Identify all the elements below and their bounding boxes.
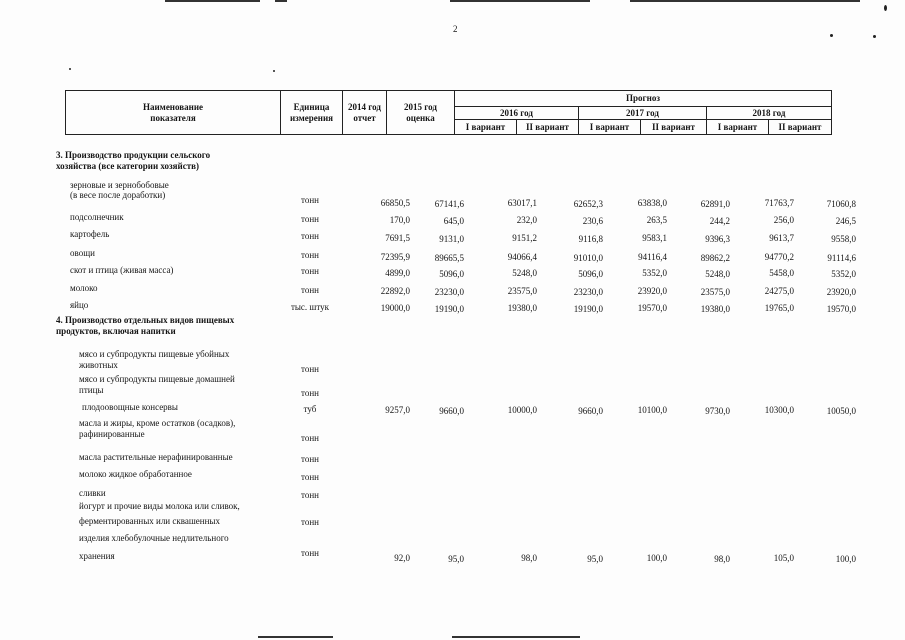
row-label: продуктов, включая напитки — [56, 326, 176, 336]
row-value: 71060,8 — [826, 199, 856, 209]
row-value: 5352,0 — [831, 269, 856, 279]
forecast-table-header — [65, 90, 832, 135]
row-value: 95,0 — [587, 554, 603, 564]
row-label: 4. Производство отдельных видов пищевых — [56, 315, 235, 325]
row-label: птицы — [79, 385, 104, 395]
row-label: йогурт и прочие виды молока или сливок, — [79, 501, 240, 511]
row-value: 9730,0 — [705, 406, 730, 416]
row-unit: тонн — [301, 250, 319, 260]
row-value: 263,5 — [646, 215, 667, 225]
row-value: 62891,0 — [700, 199, 730, 209]
row-label: картофель — [70, 229, 110, 239]
row-value: 91114,6 — [827, 253, 856, 263]
row-value: 19000,0 — [380, 303, 410, 313]
scan-edge-line-top-3 — [450, 0, 590, 2]
row-label: хозяйства (все категории хозяйств) — [56, 161, 199, 171]
row-value: 89862,2 — [700, 253, 730, 263]
row-label: сливки — [79, 488, 106, 498]
header-year-2016: 2016 год — [455, 107, 579, 120]
header-2015: 2015 год оценка — [387, 91, 455, 135]
row-label: ферментированных или сквашенных — [79, 516, 220, 526]
row-unit: тонн — [301, 388, 319, 398]
page-number: 2 — [453, 24, 458, 34]
row-value: 23575,0 — [507, 286, 537, 296]
row-value: 10050,0 — [826, 406, 856, 416]
row-value: 22892,0 — [380, 286, 410, 296]
row-value: 19190,0 — [573, 304, 603, 314]
row-value: 9583,1 — [642, 233, 667, 243]
row-value: 23920,0 — [637, 286, 667, 296]
row-value: 24275,0 — [764, 286, 794, 296]
header-variant-2: II вариант — [769, 120, 832, 135]
row-value: 23230,0 — [434, 287, 464, 297]
row-unit: тонн — [301, 231, 319, 241]
row-value: 105,0 — [773, 553, 794, 563]
row-unit: тонн — [301, 364, 319, 374]
row-value: 244,2 — [709, 216, 730, 226]
row-label: зерновые и зернобобовые — [70, 180, 169, 190]
scan-speck — [830, 34, 833, 37]
row-value: 256,0 — [773, 215, 794, 225]
row-value: 9660,0 — [578, 406, 603, 416]
row-label: масла растительные нерафинированные — [79, 452, 233, 462]
row-value: 5096,0 — [439, 269, 464, 279]
header-year-2017: 2017 год — [579, 107, 707, 120]
row-label: подсолнечник — [70, 212, 124, 222]
header-variant-1: I вариант — [707, 120, 769, 135]
row-value: 4899,0 — [385, 268, 410, 278]
row-value: 19380,0 — [700, 304, 730, 314]
scan-speck — [884, 5, 887, 11]
header-variant-2: II вариант — [641, 120, 707, 135]
row-unit: тонн — [301, 472, 319, 482]
row-unit: тонн — [301, 548, 319, 558]
row-value: 9396,3 — [705, 234, 730, 244]
row-value: 72395,9 — [380, 252, 410, 262]
row-unit: тыс. штук — [290, 302, 330, 312]
scan-speck — [273, 70, 275, 72]
row-unit: тонн — [301, 285, 319, 295]
header-variant-1: I вариант — [455, 120, 517, 135]
row-label: мясо и субпродукты пищевые домашней — [79, 374, 235, 384]
row-value: 19765,0 — [764, 303, 794, 313]
row-value: 19570,0 — [826, 304, 856, 314]
scan-speck — [69, 68, 71, 70]
row-value: 94116,4 — [638, 252, 667, 262]
row-value: 98,0 — [521, 553, 537, 563]
row-value: 9660,0 — [439, 406, 464, 416]
row-value: 170,0 — [389, 215, 410, 225]
row-unit: тонн — [301, 490, 319, 500]
header-year-2018: 2018 год — [707, 107, 832, 120]
row-value: 230,6 — [582, 216, 603, 226]
row-value: 9131,0 — [439, 234, 464, 244]
row-value: 246,5 — [835, 216, 856, 226]
row-unit: тонн — [301, 214, 319, 224]
row-value: 23230,0 — [573, 287, 603, 297]
row-unit: тонн — [301, 454, 319, 464]
row-value: 23920,0 — [826, 287, 856, 297]
scan-edge-line-top-2 — [275, 0, 287, 2]
header-unit: Единица измерения — [281, 91, 343, 135]
row-value: 94066,4 — [507, 252, 537, 262]
row-value: 23575,0 — [700, 287, 730, 297]
row-value: 5248,0 — [512, 268, 537, 278]
row-value: 19570,0 — [637, 303, 667, 313]
header-2014: 2014 год отчет — [343, 91, 387, 135]
row-value: 94770,2 — [764, 252, 794, 262]
row-value: 9558,0 — [831, 234, 856, 244]
header-variant-1: I вариант — [579, 120, 641, 135]
row-label: скот и птица (живая масса) — [70, 265, 174, 275]
row-value: 67141,6 — [434, 199, 464, 209]
row-label: яйцо — [70, 300, 89, 310]
row-value: 62652,3 — [573, 199, 603, 209]
row-value: 66850,5 — [380, 198, 410, 208]
row-unit: тонн — [301, 195, 319, 205]
row-value: 645,0 — [443, 216, 464, 226]
row-unit: тонн — [301, 517, 319, 527]
row-label: мясо и субпродукты пищевые убойных — [79, 349, 230, 359]
header-name: Наименование показателя — [66, 91, 281, 135]
header-variant-2: II вариант — [517, 120, 579, 135]
row-value: 19380,0 — [507, 303, 537, 313]
row-value: 9116,8 — [578, 234, 603, 244]
row-value: 89665,5 — [434, 253, 464, 263]
row-value: 63838,0 — [637, 198, 667, 208]
row-value: 19190,0 — [434, 304, 464, 314]
scan-edge-line-top-4 — [630, 0, 860, 2]
row-label: масла и жиры, кроме остатков (осадков), — [79, 418, 236, 428]
row-value: 91010,0 — [573, 253, 603, 263]
header-forecast: Прогноз — [455, 91, 832, 107]
row-value: 10100,0 — [637, 405, 667, 415]
row-unit: туб — [303, 404, 317, 414]
row-value: 9151,2 — [512, 233, 537, 243]
scan-edge-line-bottom-1 — [258, 636, 333, 638]
row-value: 92,0 — [394, 553, 410, 563]
row-value: 7691,5 — [385, 233, 410, 243]
row-value: 9257,0 — [385, 405, 410, 415]
row-unit: тонн — [301, 433, 319, 443]
row-label: животных — [79, 360, 118, 370]
row-value: 9613,7 — [769, 233, 794, 243]
row-label: (в весе после доработки) — [70, 190, 166, 200]
row-label: молоко жидкое обработанное — [79, 469, 192, 479]
row-value: 100,0 — [835, 554, 856, 564]
row-value: 100,0 — [646, 553, 667, 563]
row-label: овощи — [70, 248, 95, 258]
row-label: изделия хлебобулочные недлительного — [79, 533, 229, 543]
row-value: 63017,1 — [507, 198, 537, 208]
row-value: 10000,0 — [507, 405, 537, 415]
row-value: 98,0 — [714, 554, 730, 564]
row-unit: тонн — [301, 266, 319, 276]
row-value: 71763,7 — [764, 198, 794, 208]
row-value: 5096,0 — [578, 269, 603, 279]
row-label: 3. Производство продукции сельского — [56, 150, 211, 160]
row-label: молоко — [70, 283, 98, 293]
row-value: 10300,0 — [764, 405, 794, 415]
row-value: 5352,0 — [642, 268, 667, 278]
row-value: 5458,0 — [769, 268, 794, 278]
row-label: хранения — [79, 551, 115, 561]
scan-speck — [873, 35, 876, 38]
row-value: 232,0 — [516, 215, 537, 225]
scan-edge-line-top-1 — [165, 0, 260, 2]
row-value: 5248,0 — [705, 269, 730, 279]
row-label: плодоовощные консервы — [82, 402, 178, 412]
scan-edge-line-bottom-2 — [452, 636, 580, 638]
row-value: 95,0 — [448, 554, 464, 564]
row-label: рафинированные — [79, 429, 145, 439]
